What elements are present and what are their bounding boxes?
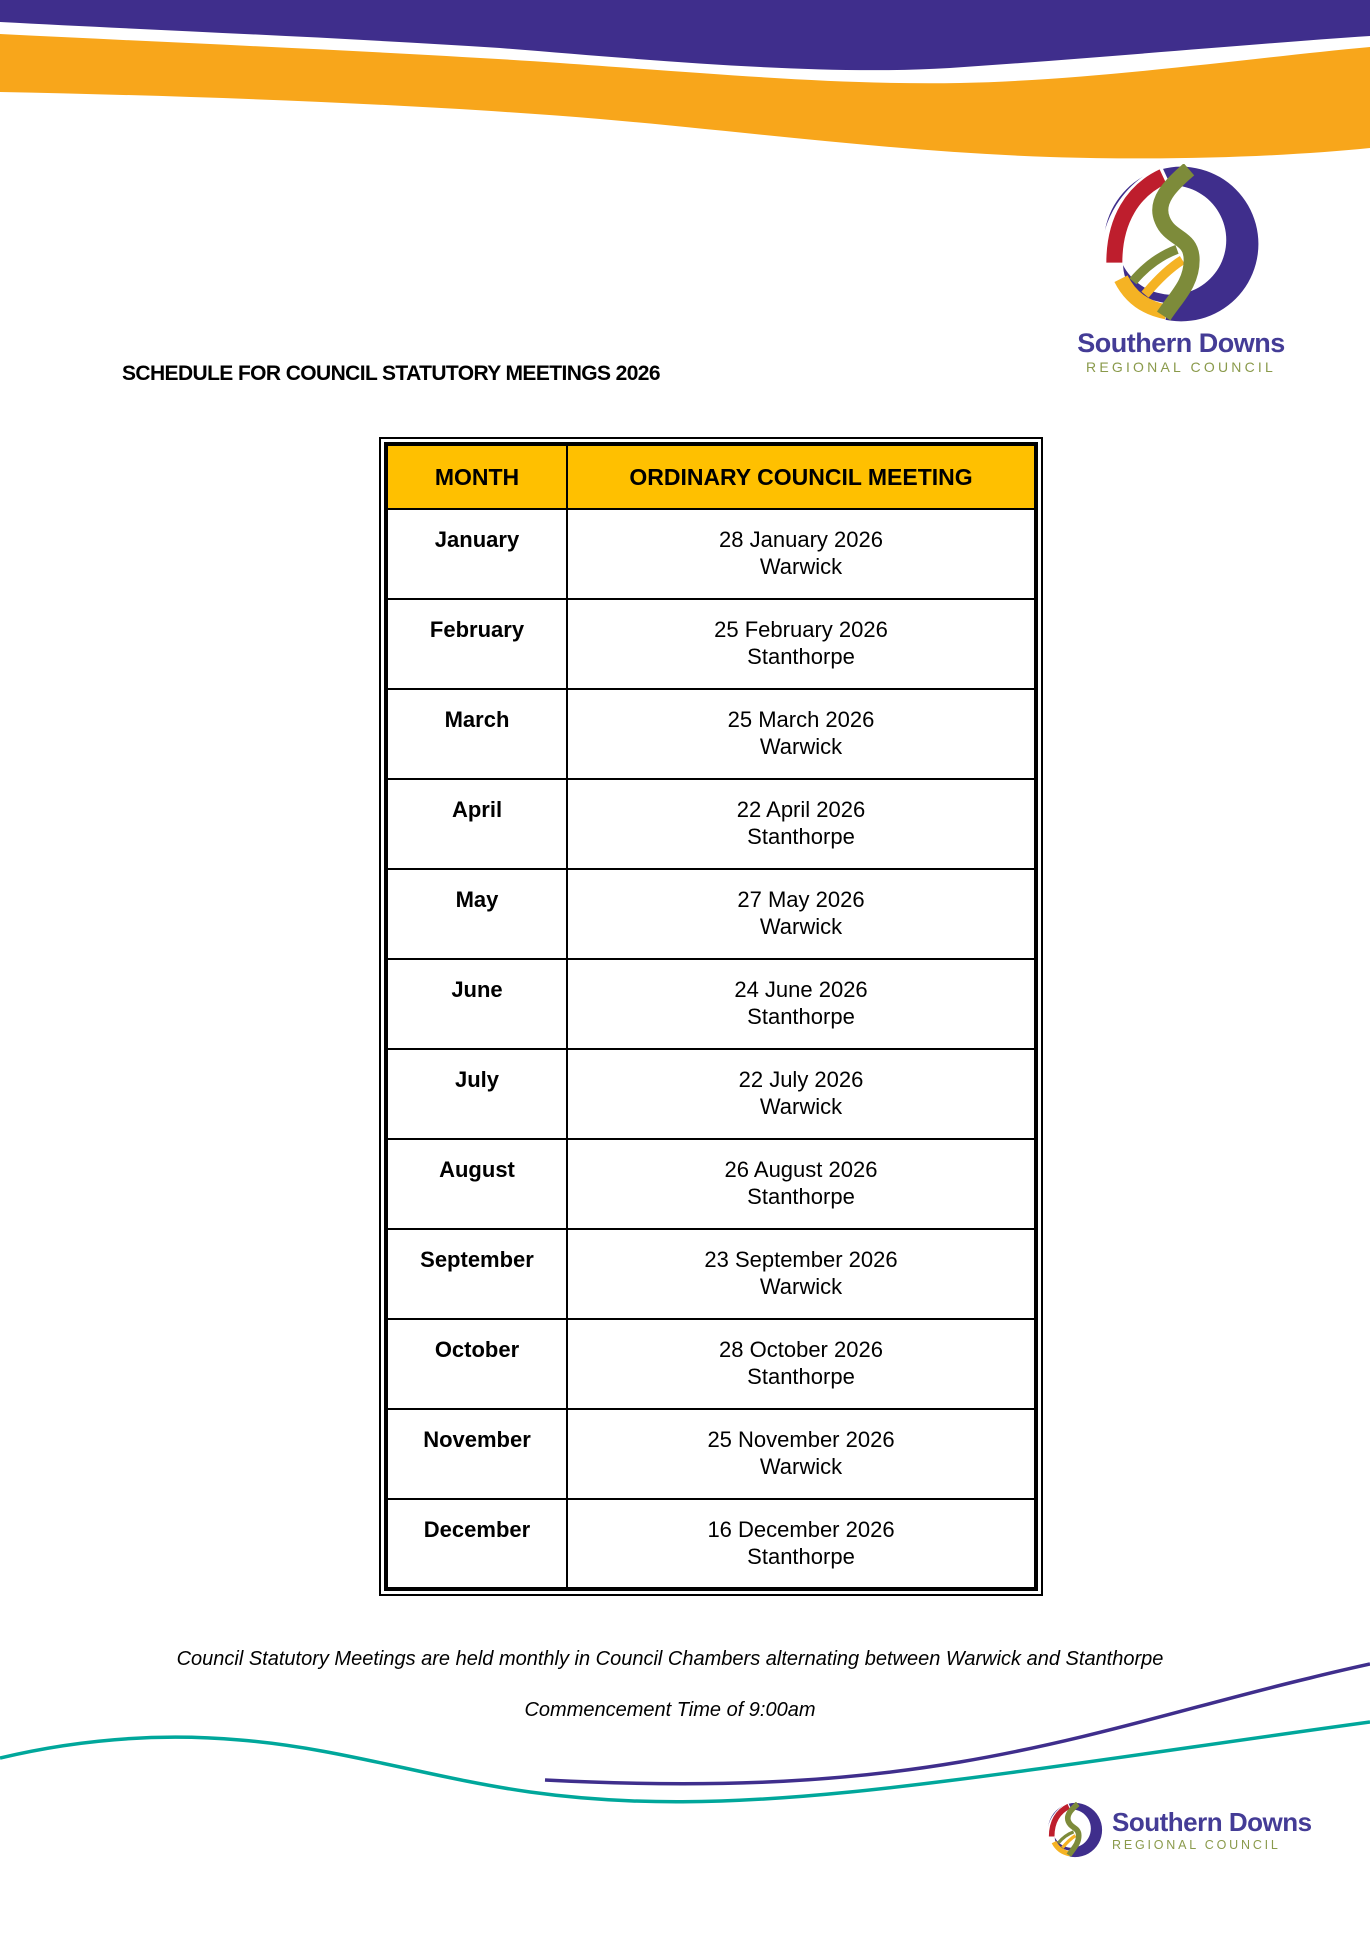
page-title: SCHEDULE FOR COUNCIL STATUTORY MEETINGS 2026 — [122, 362, 660, 385]
month-cell: February — [386, 599, 567, 689]
month-cell: May — [386, 869, 567, 959]
meeting-date: 25 November 2026 — [707, 1427, 895, 1452]
month-cell: August — [386, 1139, 567, 1229]
southern-downs-logo-icon — [1047, 1802, 1103, 1858]
meeting-date: 23 September 2026 — [704, 1247, 898, 1272]
table-row — [386, 509, 1036, 599]
meeting-location: Warwick — [759, 554, 843, 579]
month-cell: December — [386, 1499, 567, 1589]
meeting-cell — [567, 1499, 1036, 1589]
meeting-date: 16 December 2026 — [707, 1517, 895, 1542]
meeting-location: Stanthorpe — [747, 824, 855, 849]
logo-subname: REGIONAL COUNCIL — [1112, 1837, 1281, 1852]
logo-top — [1075, 164, 1287, 375]
meeting-date: 27 May 2026 — [737, 887, 865, 912]
meeting-cell — [567, 1139, 1036, 1229]
southern-downs-logo-icon — [1097, 164, 1265, 324]
table-row — [386, 959, 1036, 1049]
meeting-cell — [567, 959, 1036, 1049]
meeting-location: Stanthorpe — [747, 644, 855, 669]
table-header-row — [386, 444, 1036, 509]
meeting-date: 25 March 2026 — [727, 707, 875, 732]
month-cell: April — [386, 779, 567, 869]
meeting-cell — [567, 509, 1036, 599]
meeting-date: 28 January 2026 — [719, 527, 883, 552]
logo-bottom-text — [1112, 1806, 1312, 1852]
table-row — [386, 1049, 1036, 1139]
meeting-date: 22 April 2026 — [736, 797, 866, 822]
meeting-cell — [567, 869, 1036, 959]
table-row — [386, 1409, 1036, 1499]
table-row — [386, 779, 1036, 869]
meeting-location: Stanthorpe — [747, 1364, 855, 1389]
table-row — [386, 1499, 1036, 1589]
meeting-cell — [567, 779, 1036, 869]
table-row — [386, 1319, 1036, 1409]
meeting-cell — [567, 1319, 1036, 1409]
footer-curve-teal — [0, 1722, 1370, 1802]
month-cell: October — [386, 1319, 567, 1409]
meeting-cell — [567, 1049, 1036, 1139]
meeting-cell — [567, 599, 1036, 689]
table-row — [386, 869, 1036, 959]
footer-note-1: Council Statutory Meetings are held monthly in Council Chambers alternating between Warwick and Stanthorpe — [176, 1648, 1164, 1670]
meeting-cell — [567, 1409, 1036, 1499]
meeting-date: 24 June 2026 — [734, 977, 868, 1002]
table-row — [386, 1229, 1036, 1319]
footer-curve-purple — [545, 1664, 1370, 1784]
meeting-date: 28 October 2026 — [719, 1337, 883, 1362]
meeting-location: Warwick — [759, 734, 843, 759]
table-row — [386, 689, 1036, 779]
footer-note-2: Commencement Time of 9:00am — [524, 1699, 816, 1721]
table-row — [386, 599, 1036, 689]
month-cell: March — [386, 689, 567, 779]
month-cell: September — [386, 1229, 567, 1319]
logo-name: Southern Downs — [1077, 328, 1285, 358]
footer-wave-graphic — [0, 1640, 1370, 1950]
meeting-location: Warwick — [759, 1094, 843, 1119]
column-header-meeting: ORDINARY COUNCIL MEETING — [567, 444, 1036, 509]
meeting-date: 22 July 2026 — [738, 1067, 864, 1092]
logo-subname: REGIONAL COUNCIL — [1086, 359, 1276, 375]
month-cell: July — [386, 1049, 567, 1139]
meeting-date: 26 August 2026 — [724, 1157, 878, 1182]
month-cell: November — [386, 1409, 567, 1499]
meetings-table — [379, 437, 1043, 1596]
meeting-location: Warwick — [759, 1454, 843, 1479]
meeting-cell — [567, 689, 1036, 779]
month-cell: January — [386, 509, 567, 599]
meeting-location: Warwick — [759, 1274, 843, 1299]
table-row — [386, 1139, 1036, 1229]
meeting-location: Stanthorpe — [747, 1184, 855, 1209]
column-header-month: MONTH — [386, 444, 567, 509]
month-cell: June — [386, 959, 567, 1049]
logo-bottom — [1047, 1802, 1312, 1858]
meeting-cell — [567, 1229, 1036, 1319]
meeting-date: 25 February 2026 — [714, 617, 888, 642]
meeting-location: Warwick — [759, 914, 843, 939]
meeting-location: Stanthorpe — [747, 1004, 855, 1029]
logo-name: Southern Downs — [1112, 1806, 1312, 1837]
meeting-location: Stanthorpe — [747, 1544, 855, 1569]
